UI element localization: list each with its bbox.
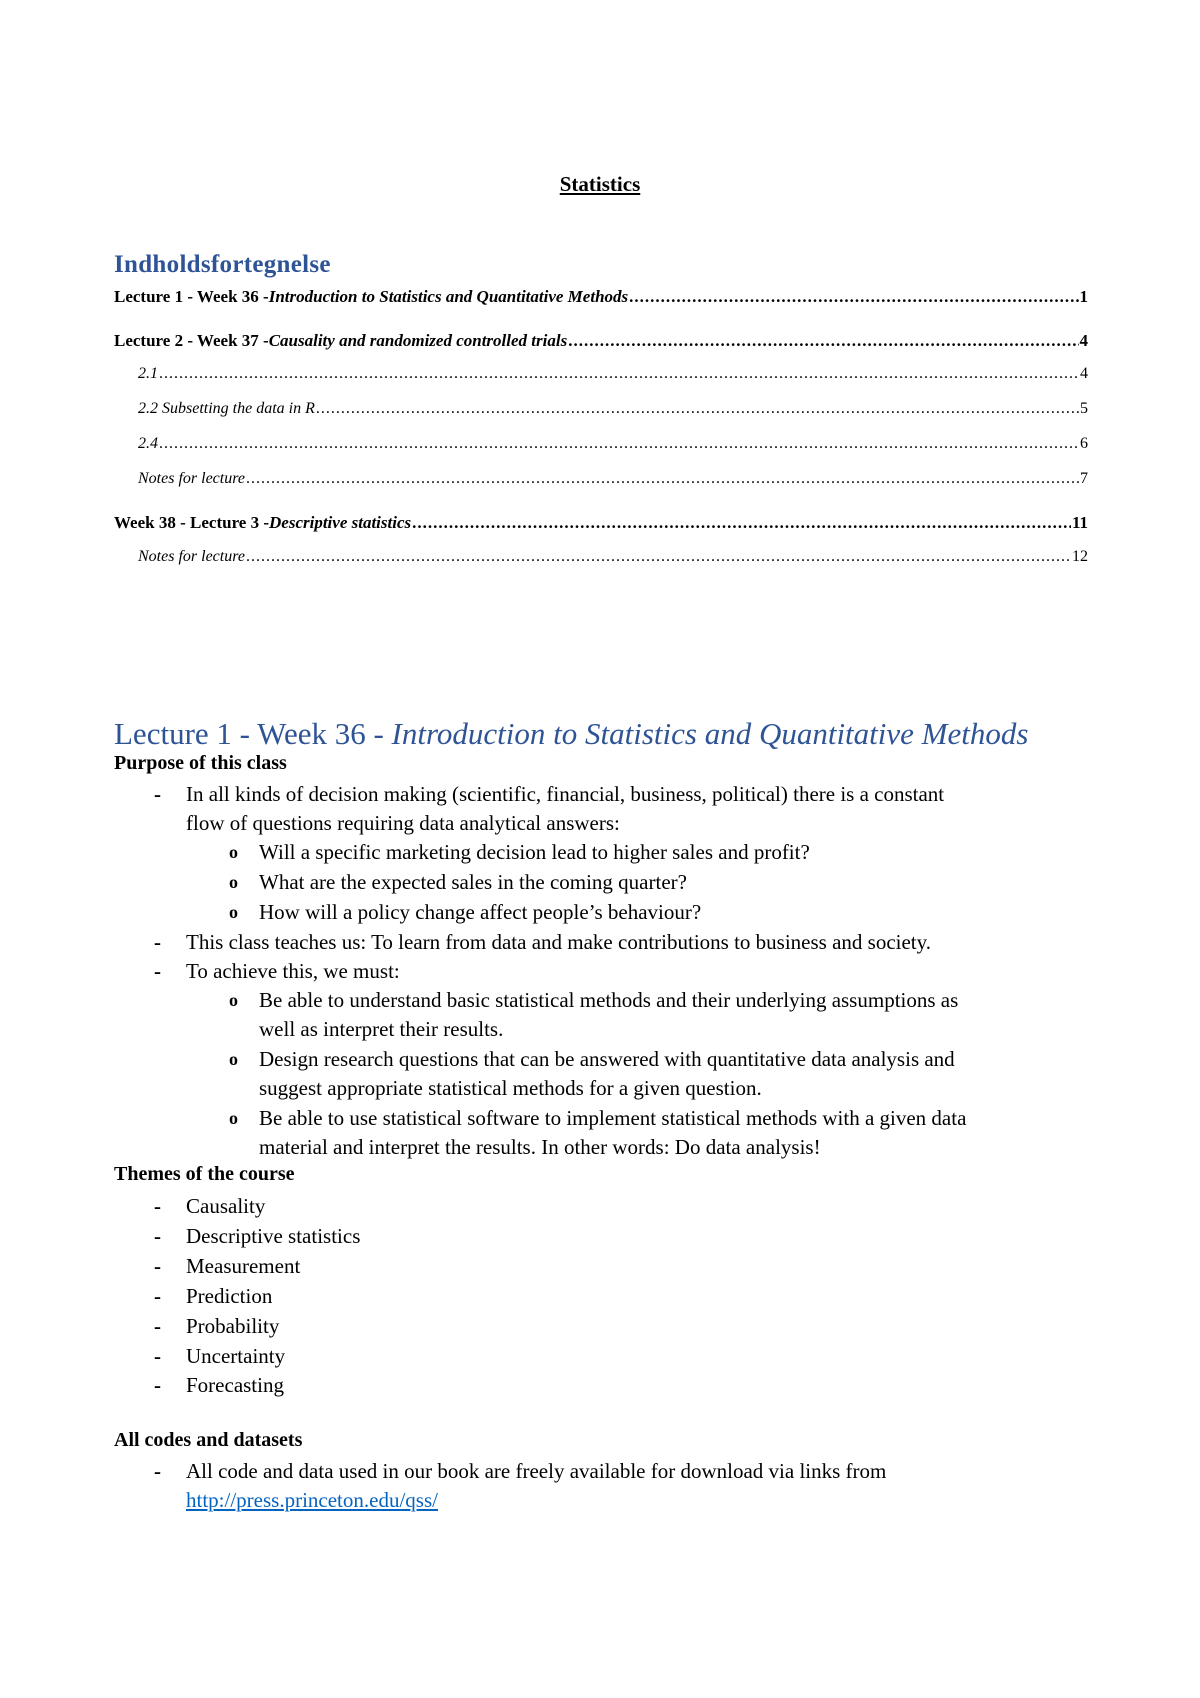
toc-page-number: 5 <box>1080 400 1088 417</box>
sub-list-item <box>229 1045 955 1074</box>
list-item-text: Measurement <box>186 1254 301 1278</box>
toc-heading: Indholdsfortegnelse <box>114 251 331 278</box>
list-item-text: This class teaches us: To learn from data and make contributions to business and society. <box>186 930 932 954</box>
toc-dot-leader <box>568 331 1078 351</box>
toc-page-number: 12 <box>1072 548 1088 565</box>
sub-list-item <box>229 868 687 897</box>
dash-bullet: - <box>154 1284 161 1308</box>
dash-bullet: - <box>154 1314 161 1338</box>
toc-dot-leader <box>246 548 1071 566</box>
circle-bullet: o <box>229 872 238 892</box>
sub-list-item <box>229 1104 967 1133</box>
list-item <box>154 780 945 809</box>
sub-list-item-text: Be able to use statistical software to implement statistical methods with a given data <box>259 1106 967 1130</box>
dash-bullet: - <box>154 1344 161 1368</box>
sub-list-item-text: Be able to understand basic statistical methods and their underlying assumptions as <box>259 988 959 1012</box>
codes-heading: All codes and datasets <box>114 1429 303 1451</box>
document-title: Statistics <box>559 172 641 196</box>
toc-page-number: 6 <box>1080 435 1088 452</box>
toc-entry-2-4[interactable] <box>138 435 1088 453</box>
list-item-text: All code and data used in our book are freely available for download via links from <box>186 1459 887 1483</box>
toc-dot-leader <box>316 400 1079 418</box>
list-item <box>154 1252 301 1281</box>
toc-entry-label: 2.1 <box>138 365 158 382</box>
list-item-continuation: flow of questions requiring data analytical answers: <box>186 811 620 835</box>
circle-bullet: o <box>229 1108 238 1128</box>
toc-entry-lecture-1[interactable] <box>114 287 1088 307</box>
list-item <box>154 1282 273 1311</box>
purpose-heading: Purpose of this class <box>114 752 287 774</box>
toc-dot-leader <box>159 365 1079 383</box>
dash-bullet: - <box>154 959 161 983</box>
sub-list-item-text: What are the expected sales in the coming quarter? <box>259 870 687 894</box>
list-item-text: Probability <box>186 1314 280 1338</box>
dash-bullet: - <box>154 782 161 806</box>
toc-entry-2-1[interactable] <box>138 365 1088 383</box>
toc-entry-lecture-2[interactable] <box>114 331 1088 351</box>
toc-page-number: 4 <box>1080 365 1088 382</box>
toc-entry-label: Notes for lecture <box>138 470 245 487</box>
themes-heading: Themes of the course <box>114 1163 295 1185</box>
section-heading-plain: Lecture 1 - Week 36 - <box>114 716 392 751</box>
toc-entry-label: 2.2 Subsetting the data in R <box>138 400 315 417</box>
toc-entry-label-italic: Causality and randomized controlled trials <box>268 331 568 350</box>
dash-bullet: - <box>154 1254 161 1278</box>
link-line <box>186 1486 438 1515</box>
section-heading-italic: Introduction to Statistics and Quantitative Methods <box>391 716 1029 751</box>
toc-entry-label: Notes for lecture <box>138 548 245 565</box>
sub-list-item-text: How will a policy change affect people’s behaviour? <box>259 900 702 924</box>
sub-list-item-continuation: well as interpret their results. <box>259 1017 504 1041</box>
toc-entry-label-italic: Introduction to Statistics and Quantitative Methods <box>268 287 629 306</box>
sub-list-item <box>229 838 810 867</box>
sub-list-item <box>229 986 959 1015</box>
dash-bullet: - <box>154 1373 161 1397</box>
toc-entry-label: 2.4 <box>138 435 158 452</box>
sub-list-item-continuation: material and interpret the results. In other words: Do data analysis! <box>259 1135 821 1159</box>
toc-page-number: 7 <box>1080 470 1088 487</box>
sub-list-item-text: Design research questions that can be answered with quantitative data analysis and <box>259 1047 955 1071</box>
dash-bullet: - <box>154 1459 161 1483</box>
toc-entry-label: Lecture 1 - Week 36 - <box>114 287 269 306</box>
list-item <box>154 1312 280 1341</box>
toc-entry-notes-lecture-3[interactable] <box>138 548 1088 566</box>
dash-bullet: - <box>154 1194 161 1218</box>
circle-bullet: o <box>229 1049 238 1069</box>
list-item-text: Prediction <box>186 1284 273 1308</box>
sub-list-item <box>229 898 702 927</box>
dash-bullet: - <box>154 930 161 954</box>
list-item <box>154 1457 887 1486</box>
list-item <box>154 928 932 957</box>
list-item <box>154 1222 361 1251</box>
toc-dot-leader <box>159 435 1079 453</box>
toc-entry-label: Lecture 2 - Week 37 - <box>114 331 269 350</box>
sub-list-item-text: Will a specific marketing decision lead to higher sales and profit? <box>259 840 810 864</box>
sub-list-item-continuation: suggest appropriate statistical methods for a given question. <box>259 1076 762 1100</box>
toc-dot-leader <box>246 470 1079 488</box>
toc-entry-2-2[interactable] <box>138 400 1088 418</box>
list-item-text: Descriptive statistics <box>186 1224 361 1248</box>
list-item <box>154 1371 284 1400</box>
toc-page-number: 11 <box>1071 513 1088 532</box>
toc-entry-notes-lecture-2[interactable] <box>138 470 1088 488</box>
list-item <box>154 1342 286 1371</box>
list-item-text: In all kinds of decision making (scientific, financial, business, political) there is a constant <box>186 782 945 806</box>
dash-bullet: - <box>154 1224 161 1248</box>
toc-dot-leader <box>412 513 1071 533</box>
toc-entry-label: Week 38 - Lecture 3 - <box>114 513 270 532</box>
toc-dot-leader <box>629 287 1078 307</box>
list-item-text: Uncertainty <box>186 1344 286 1368</box>
toc-entry-label-italic: Descriptive statistics <box>269 513 412 532</box>
list-item <box>154 957 400 986</box>
list-item-text: Causality <box>186 1194 266 1218</box>
list-item-text: To achieve this, we must: <box>186 959 400 983</box>
toc-entry-week-38[interactable] <box>114 513 1088 533</box>
princeton-qss-link[interactable]: http://press.princeton.edu/qss/ <box>186 1488 438 1512</box>
circle-bullet: o <box>229 990 238 1010</box>
circle-bullet: o <box>229 902 238 922</box>
toc-page-number: 4 <box>1079 331 1088 350</box>
list-item-text: Forecasting <box>186 1373 284 1397</box>
list-item <box>154 1192 266 1221</box>
circle-bullet: o <box>229 842 238 862</box>
section-heading-lecture-1 <box>114 716 1028 752</box>
toc-page-number: 1 <box>1079 287 1088 306</box>
